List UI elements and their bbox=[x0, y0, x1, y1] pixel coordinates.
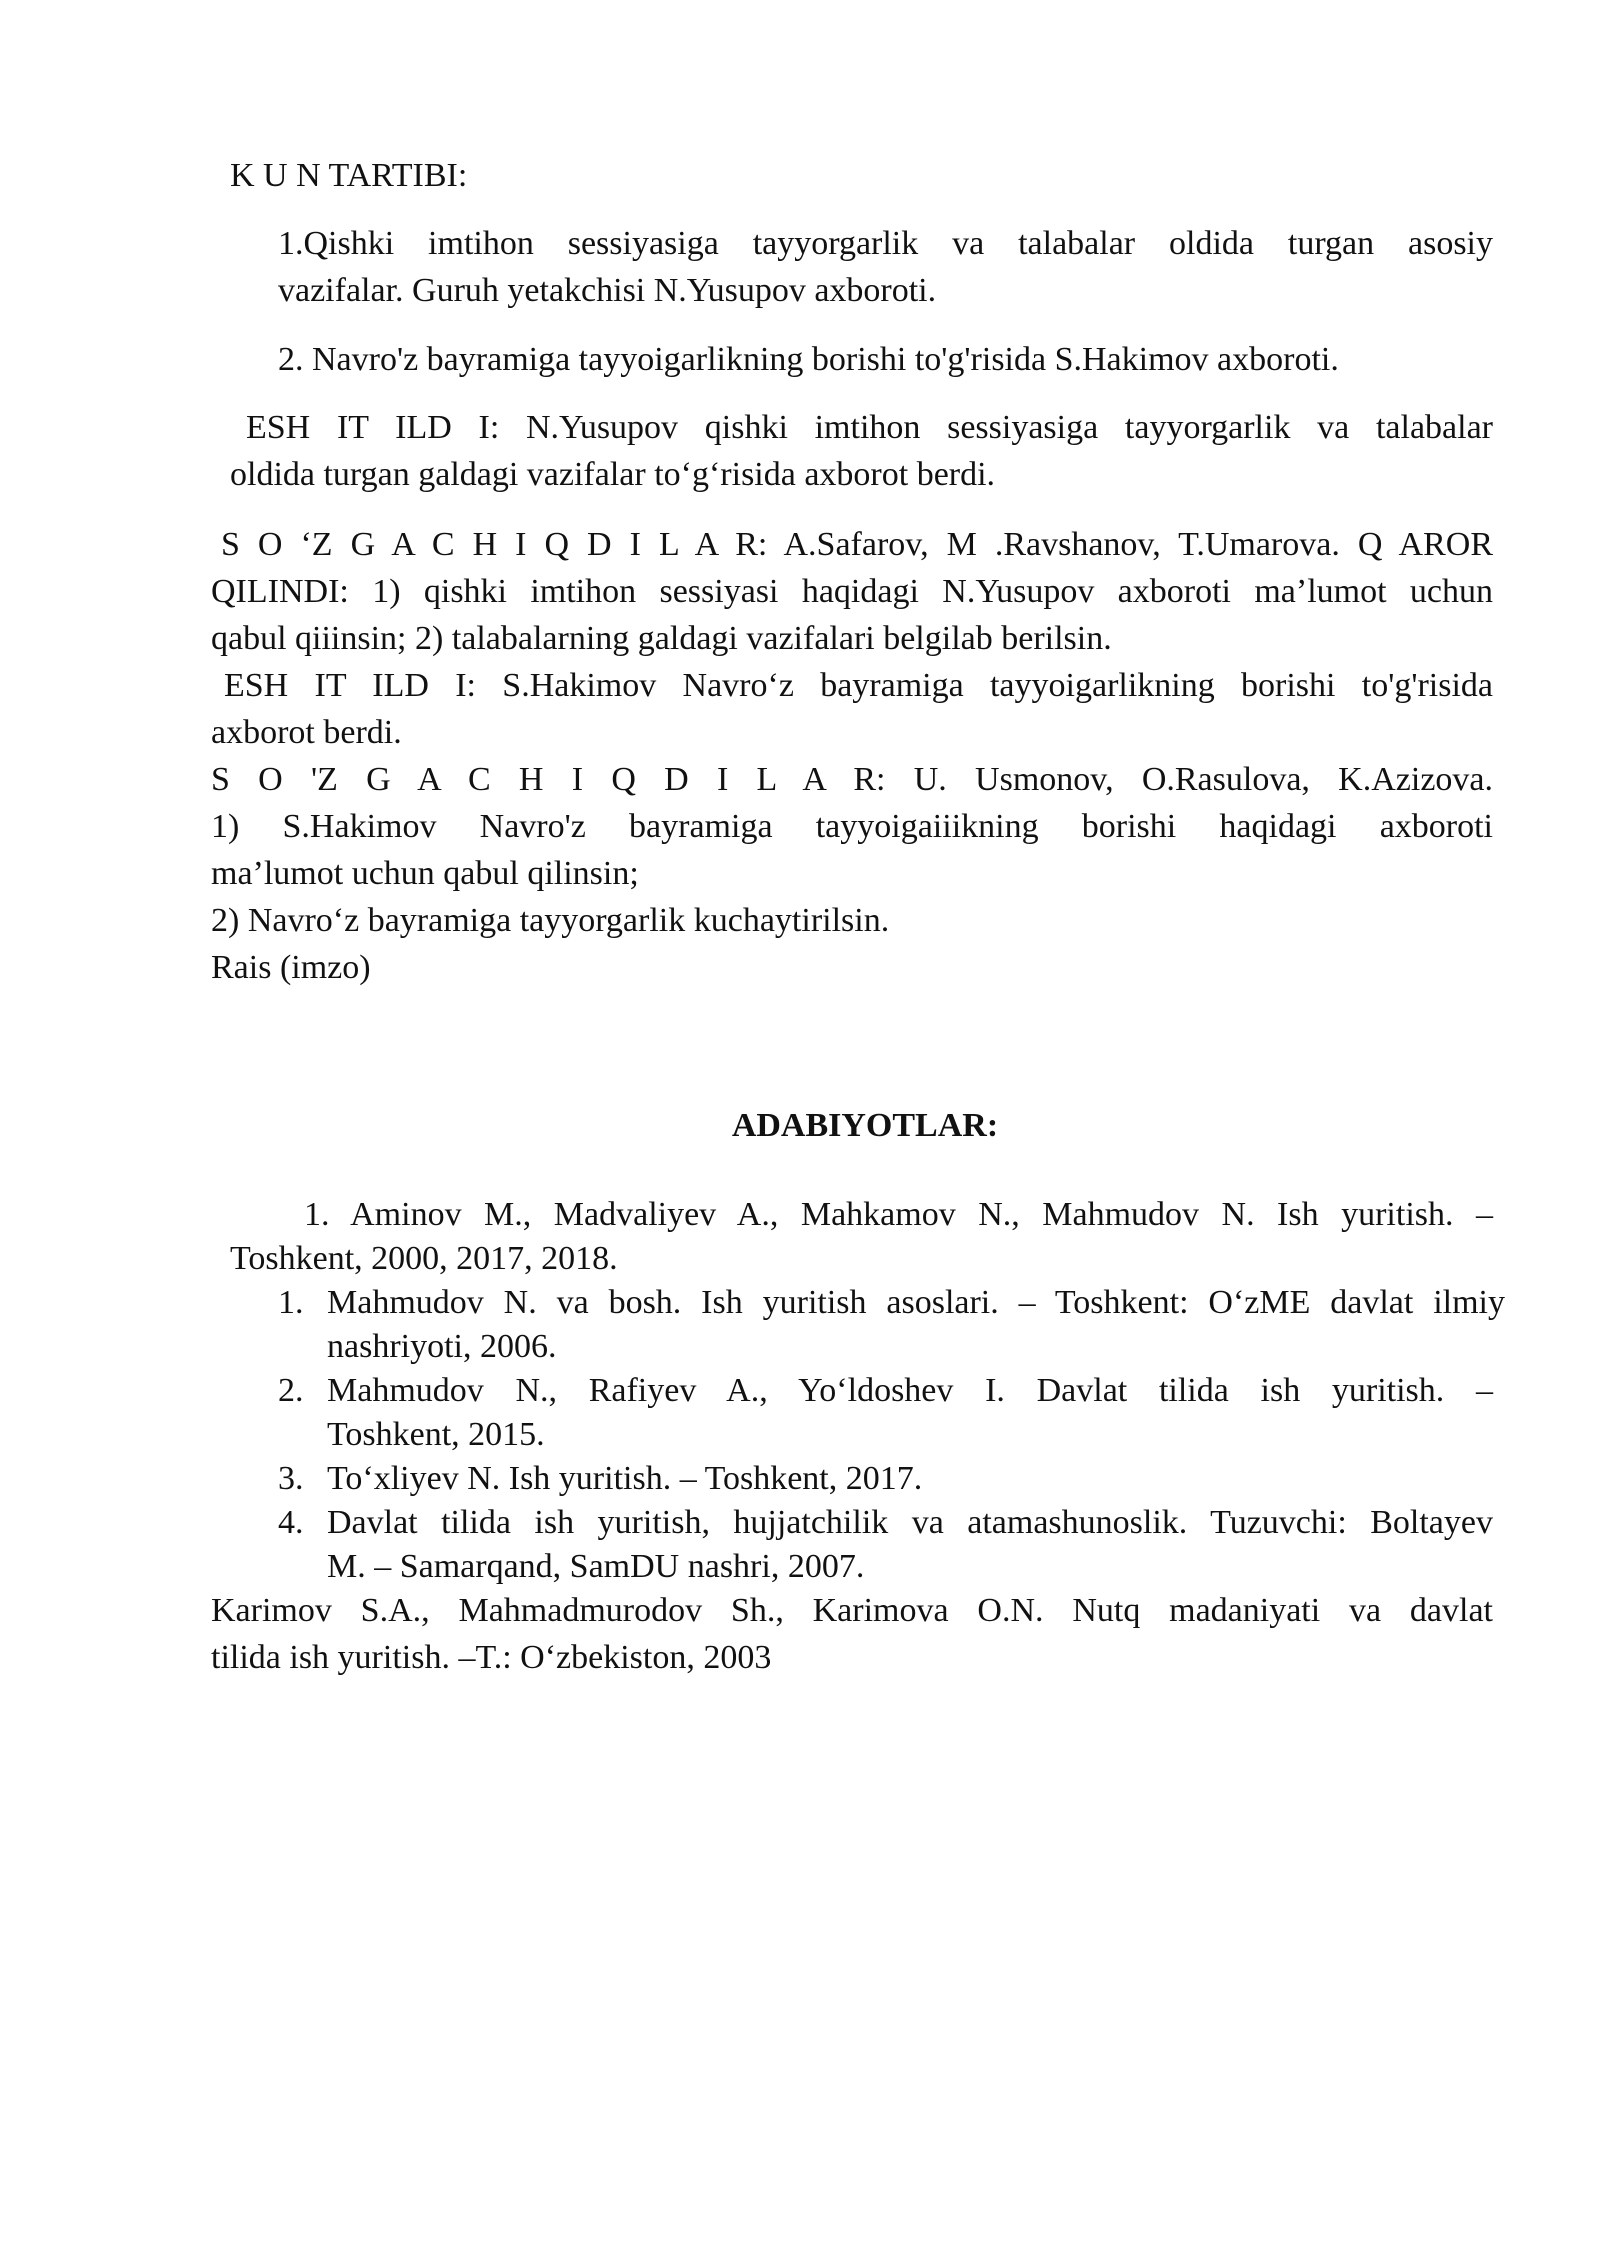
speakers-1-line-1: S O ‘Z G A C H I Q D I L A R: A.Safarov, M .Ravshanov, T.Umarova. Q AROR bbox=[221, 526, 1493, 563]
decision-1-line-2: qabul qiiinsin; 2) talabalarning galdagi vazifalari belgilab berilsin. bbox=[211, 620, 1112, 657]
reference-1-number: 1. bbox=[278, 1284, 304, 1321]
reference-0-line-1: 1. Aminov M., Madvaliyev A., Mahkamov N., Mahmudov N. Ish yuritish. – bbox=[304, 1196, 1493, 1233]
reference-2-number: 2. bbox=[278, 1372, 304, 1409]
heard-2-line-1: ESH IT ILD I: S.Hakimov Navro‘z bayramiga tayyoigarlikning borishi to'g'risida bbox=[224, 667, 1493, 704]
references-heading: ADABIYOTLAR: bbox=[731, 1107, 999, 1144]
reference-4-line-1: Davlat tilida ish yuritish, hujjatchilik va atamashunoslik. Tuzuvchi: Boltayev bbox=[327, 1504, 1493, 1541]
reference-extra-line-2: tilida ish yuritish. –T.: O‘zbekiston, 2003 bbox=[211, 1639, 772, 1676]
agenda-item-1-line-1: 1.Qishki imtihon sessiyasiga tayyorgarlik va talabalar oldida turgan asosiy bbox=[278, 225, 1493, 262]
reference-extra-line-1: Karimov S.A., Mahmadmurodov Sh., Karimova O.N. Nutq madaniyati va davlat bbox=[211, 1592, 1493, 1629]
agenda-item-1-line-2: vazifalar. Guruh yetakchisi N.Yusupov axboroti. bbox=[278, 272, 937, 309]
reference-3-number: 3. bbox=[278, 1460, 304, 1497]
heard-1-line-2: oldida turgan galdagi vazifalar to‘g‘risida axborot berdi. bbox=[230, 456, 996, 493]
decision-2-line-2: ma’lumot uchun qabul qilinsin; bbox=[211, 855, 639, 892]
signature-line: Rais (imzo) bbox=[211, 949, 371, 986]
reference-1-line-2: nashriyoti, 2006. bbox=[327, 1328, 557, 1365]
reference-4-line-2: M. – Samarqand, SamDU nashri, 2007. bbox=[327, 1548, 865, 1585]
reference-1-line-1: Mahmudov N. va bosh. Ish yuritish asoslari. – Toshkent: O‘zME davlat ilmiy bbox=[327, 1284, 1505, 1321]
speakers-2: S O 'Z G A C H I Q D I L A R: U. Usmonov, O.Rasulova, K.Azizova. bbox=[211, 761, 1493, 798]
agenda-title: K U N TARTIBI: bbox=[230, 157, 468, 194]
decision-2-line-3: 2) Navro‘z bayramiga tayyorgarlik kuchaytirilsin. bbox=[211, 902, 890, 939]
heard-2-line-2: axborot berdi. bbox=[211, 714, 402, 751]
reference-2-line-1: Mahmudov N., Rafiyev A., Yo‘ldoshev I. Davlat tilida ish yuritish. – bbox=[327, 1372, 1493, 1409]
reference-4-number: 4. bbox=[278, 1504, 304, 1541]
heard-1-line-1: ESH IT ILD I: N.Yusupov qishki imtihon sessiyasiga tayyorgarlik va talabalar bbox=[246, 409, 1493, 446]
agenda-item-2: 2. Navro'z bayramiga tayyoigarlikning borishi to'g'risida S.Hakimov axboroti. bbox=[278, 341, 1339, 378]
reference-3-line-1: To‘xliyev N. Ish yuritish. – Toshkent, 2017. bbox=[327, 1460, 923, 1497]
reference-2-line-2: Toshkent, 2015. bbox=[327, 1416, 545, 1453]
decision-2-line-1: 1) S.Hakimov Navro'z bayramiga tayyoigaiiikning borishi haqidagi axboroti bbox=[211, 808, 1493, 845]
reference-0-line-2: Toshkent, 2000, 2017, 2018. bbox=[230, 1240, 618, 1277]
decision-1-line-1: QILINDI: 1) qishki imtihon sessiyasi haqidagi N.Yusupov axboroti ma’lumot uchun bbox=[211, 573, 1493, 610]
